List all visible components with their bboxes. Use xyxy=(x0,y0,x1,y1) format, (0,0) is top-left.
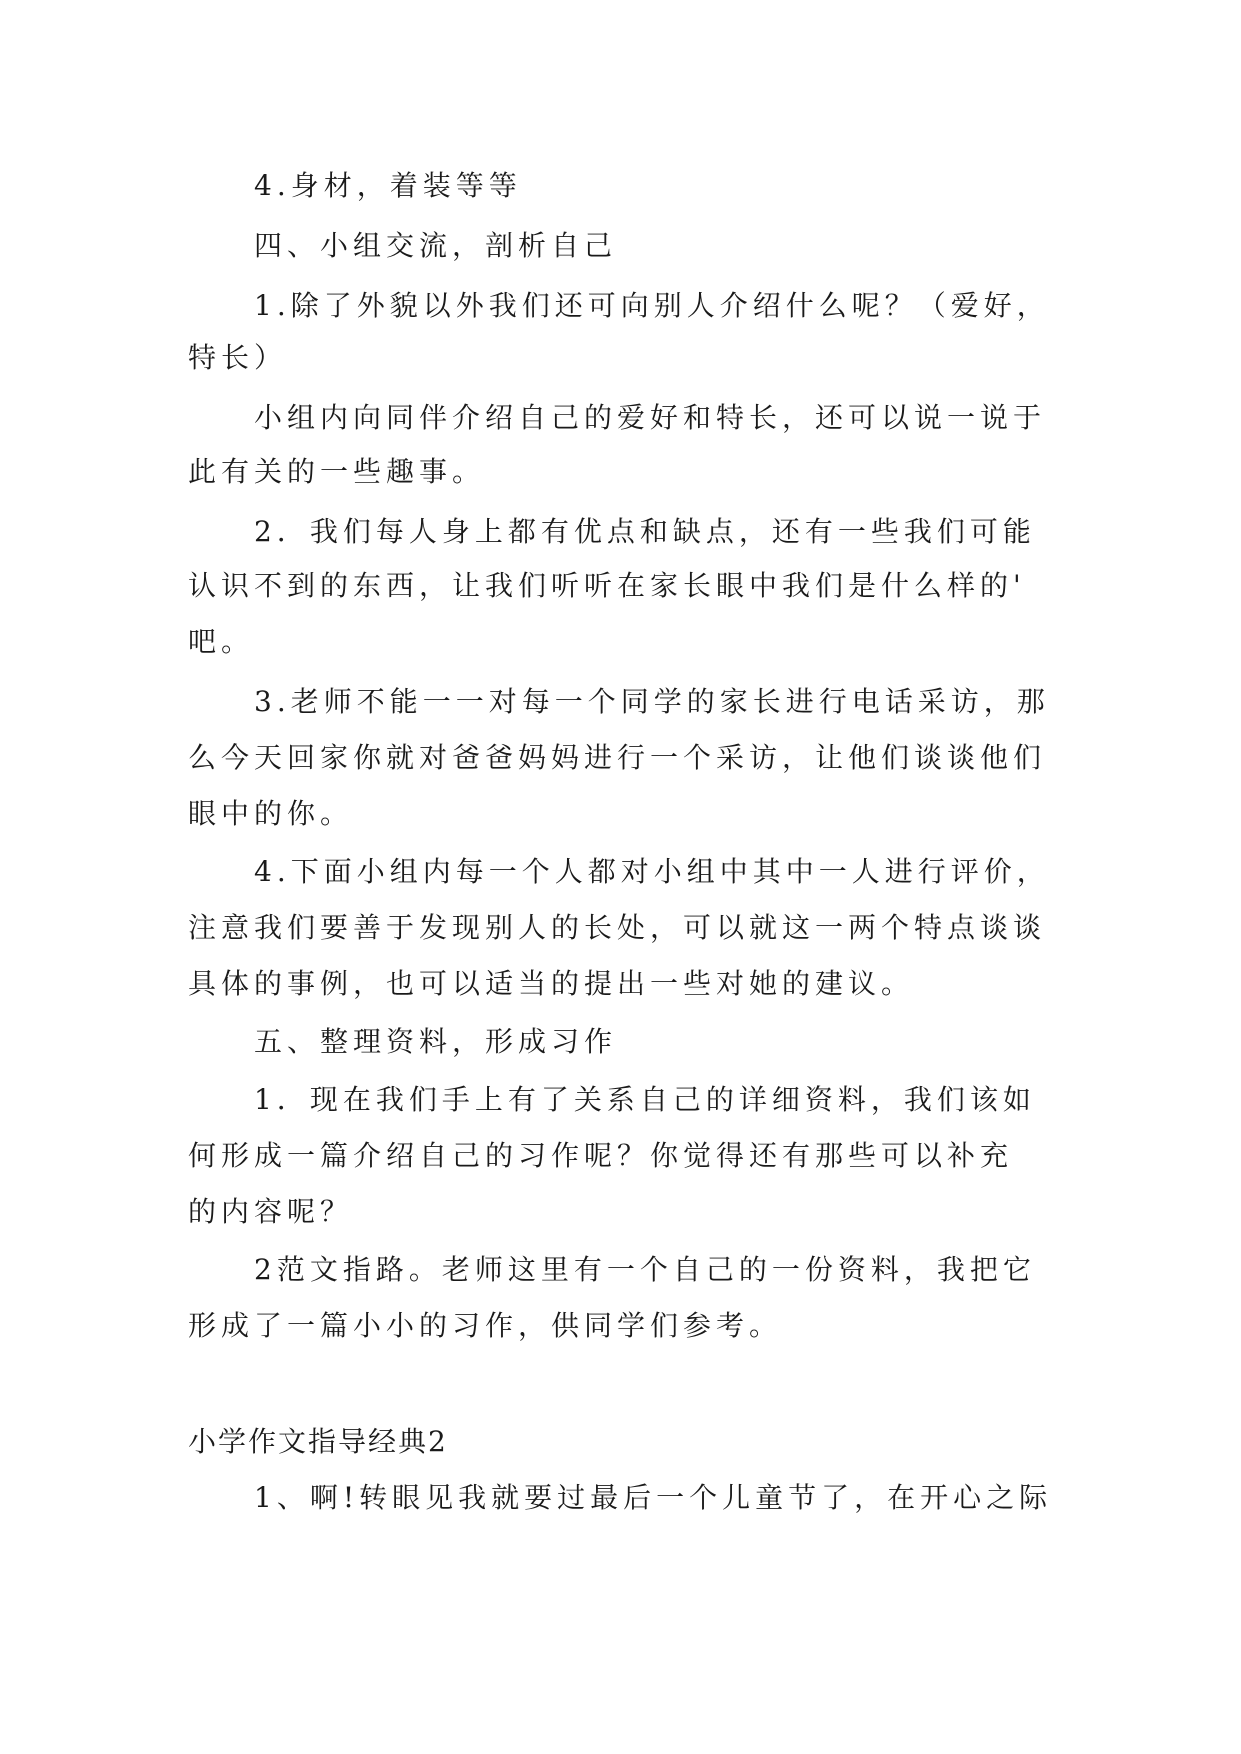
text-line: 3.老师不能一一对每一个同学的家长进行电话采访，那 xyxy=(254,685,1050,718)
text-line: 形成了一篇小小的习作，供同学们参考。 xyxy=(188,1309,783,1342)
text-line: 1．现在我们手上有了关系自己的详细资料，我们该如 xyxy=(254,1083,1036,1116)
text-line: 么今天回家你就对爸爸妈妈进行一个采访，让他们谈谈他们 xyxy=(188,741,1047,774)
text-line: 注意我们要善于发现别人的长处，可以就这一两个特点谈谈 xyxy=(188,911,1047,944)
text-line: 特长） xyxy=(188,341,288,374)
text-line: 眼中的你。 xyxy=(188,797,354,830)
text-line: 4.下面小组内每一个人都对小组中其中一人进行评价， xyxy=(254,855,1050,888)
text-line: 何形成一篇介绍自己的习作呢？你觉得还有那些可以补充 xyxy=(188,1139,1014,1172)
text-line: 2范文指路。老师这里有一个自己的一份资料，我把它 xyxy=(254,1253,1036,1286)
text-line: 具体的事例，也可以适当的提出一些对她的建议。 xyxy=(188,967,915,1000)
section-heading: 四、小组交流，剖析自己 xyxy=(254,229,618,262)
document-title: 小学作文指导经典2 xyxy=(188,1425,448,1458)
text-line: 认识不到的东西，让我们听听在家长眼中我们是什么样的' xyxy=(188,569,1026,602)
text-line: 1.除了外貌以外我们还可向别人介绍什么呢？（爱好， xyxy=(254,289,1050,322)
text-line: 吧。 xyxy=(188,625,255,658)
text-line: 1、啊!转眼见我就要过最后一个儿童节了，在开心之际 xyxy=(254,1481,1053,1514)
text-line: 此有关的一些趣事。 xyxy=(188,455,486,488)
text-line: 2．我们每人身上都有优点和缺点，还有一些我们可能 xyxy=(254,515,1036,548)
section-heading: 五、整理资料，形成习作 xyxy=(254,1025,618,1058)
text-line: 小组内向同伴介绍自己的爱好和特长，还可以说一说于 xyxy=(254,401,1047,434)
text-line: 的内容呢？ xyxy=(188,1195,354,1228)
text-line: 4.身材，着装等等 xyxy=(254,169,522,202)
